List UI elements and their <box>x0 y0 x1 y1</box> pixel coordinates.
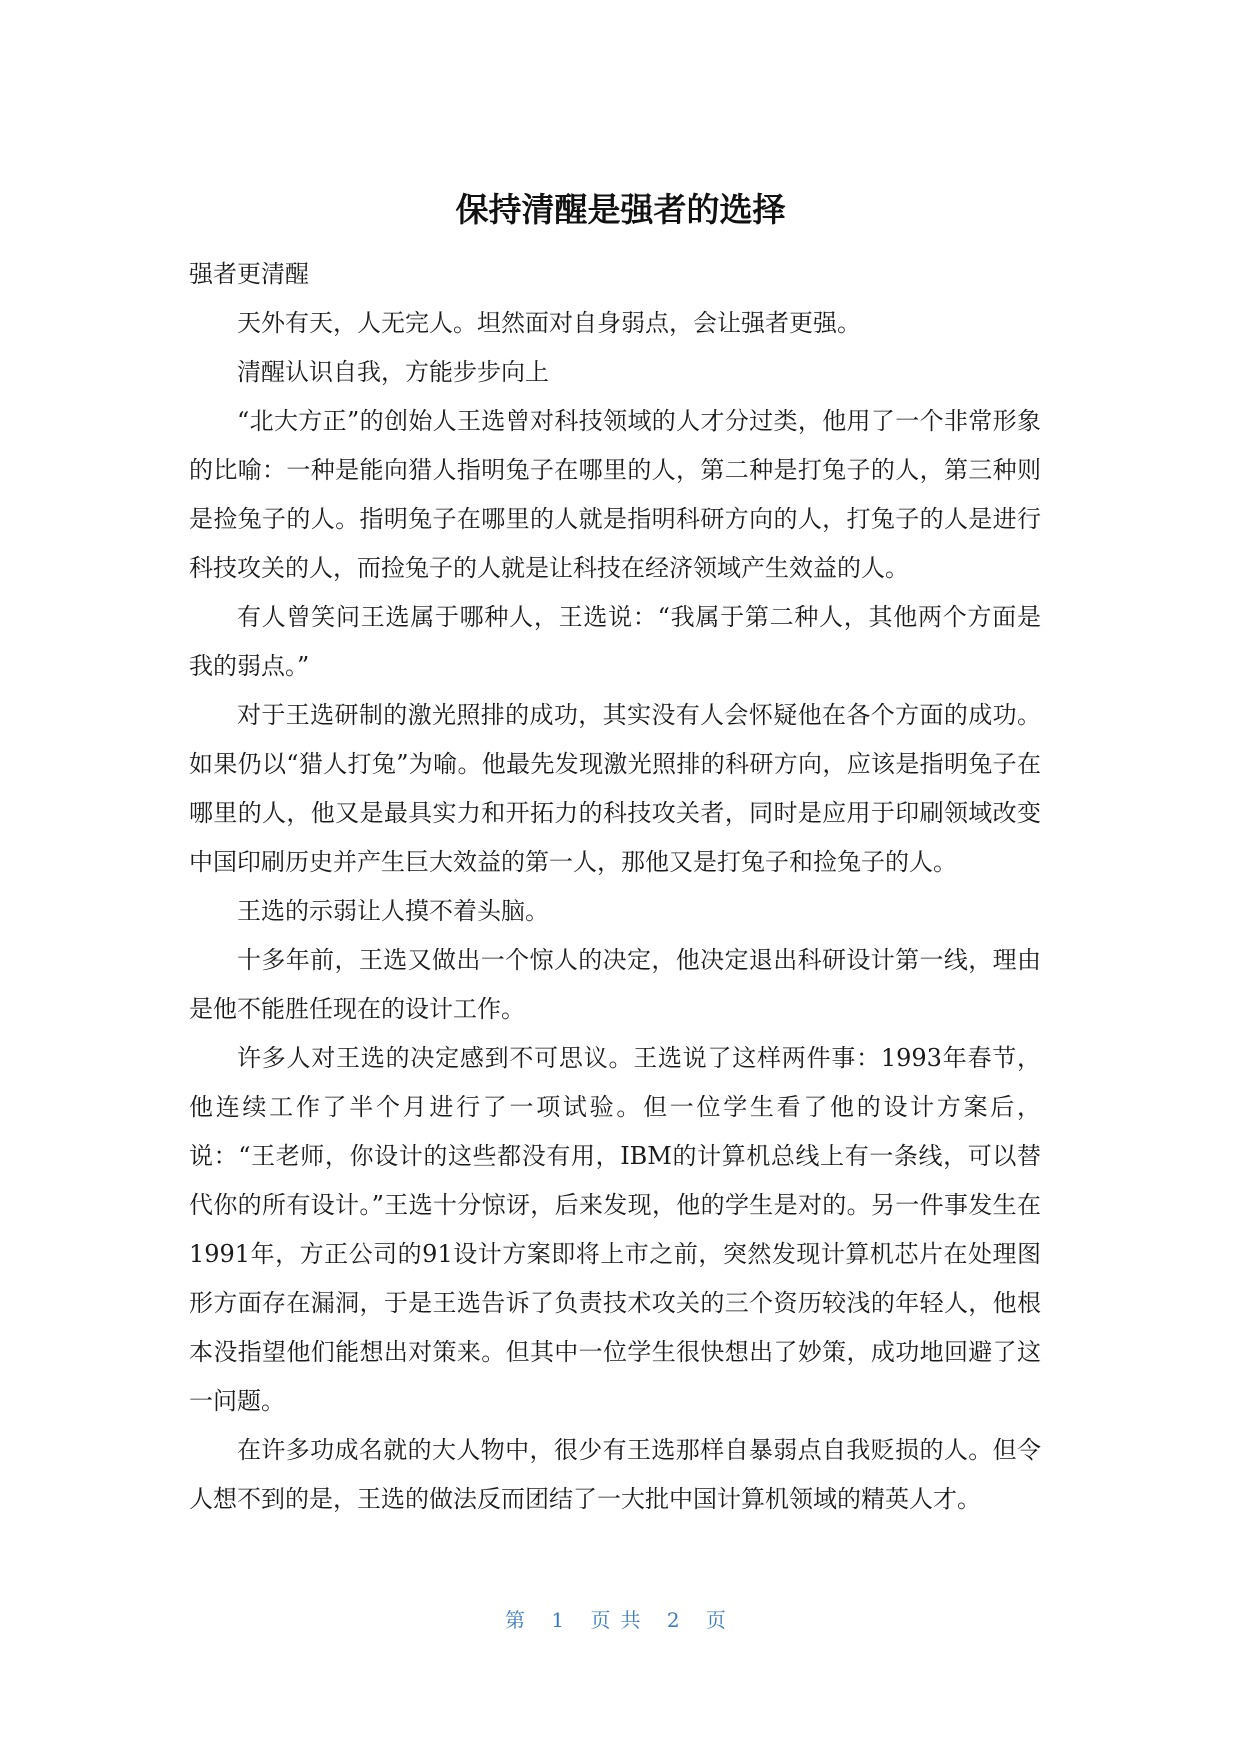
paragraph: 清醒认识自我，方能步步向上 <box>237 358 549 386</box>
paragraph: 十多年前，王选又做出一个惊人的决定，他决定退出科研设计第一线，理由是他不能胜任现在的设计工作。 <box>189 946 1041 1023</box>
paragraph: 王选的示弱让人摸不着头脑。 <box>237 897 549 925</box>
paragraph: 在许多功成名就的大人物中，很少有王选那样自暴弱点自我贬损的人。但令人想不到的是，王选的做法反而团结了一大批中国计算机领域的精英人才。 <box>189 1436 1041 1513</box>
page-footer <box>0 1606 1241 1634</box>
page-number-label: 第 1 页共 2 页 <box>505 1608 736 1632</box>
paragraph: 有人曾笑问王选属于哪种人，王选说：“我属于第二种人，其他两个方面是我的弱点。” <box>189 603 1041 680</box>
document-body <box>189 250 1041 1524</box>
paragraph: 天外有天，人无完人。坦然面对自身弱点，会让强者更强。 <box>237 309 861 337</box>
paragraph-subtitle: 强者更清醒 <box>189 260 309 288</box>
paragraph: 许多人对王选的决定感到不可思议。王选说了这样两件事：1993年春节，他连续工作了半个月进行了一项试验。但一位学生看了他的设计方案后，说：“王老师，你设计的这些都没有用，IBM的计算机总线上有一条线，可以替代你的所有设计。”王选十分惊讶，后来发现，他的学生是对的。另一件事发生在1991年，方正公司的91设计方案即将上市之前，突然发现计算机芯片在处理图形方面存在漏洞，于是王选告诉了负责技术攻关的三个资历较浅的年轻人，他根本没指望他们能想出对策来。但其中一位学生很快想出了妙策，成功地回避了这一问题。 <box>189 1044 1041 1415</box>
paragraph: “北大方正”的创始人王选曾对科技领域的人才分过类，他用了一个非常形象的比喻：一种是能向猎人指明兔子在哪里的人，第二种是打兔子的人，第三种则是捡兔子的人。指明兔子在哪里的人就是指明科研方向的人，打兔子的人是进行科技攻关的人，而捡兔子的人就是让科技在经济领域产生效益的人。 <box>189 407 1041 582</box>
paragraph: 对于王选研制的激光照排的成功，其实没有人会怀疑他在各个方面的成功。如果仍以“猎人打兔”为喻。他最先发现激光照排的科研方向，应该是指明兔子在哪里的人，他又是最具实力和开拓力的科技攻关者，同时是应用于印刷领域改变中国印刷历史并产生巨大效益的第一人，那他又是打兔子和捡兔子的人。 <box>189 701 1041 876</box>
document-title: 保持清醒是强者的选择 <box>455 190 786 229</box>
